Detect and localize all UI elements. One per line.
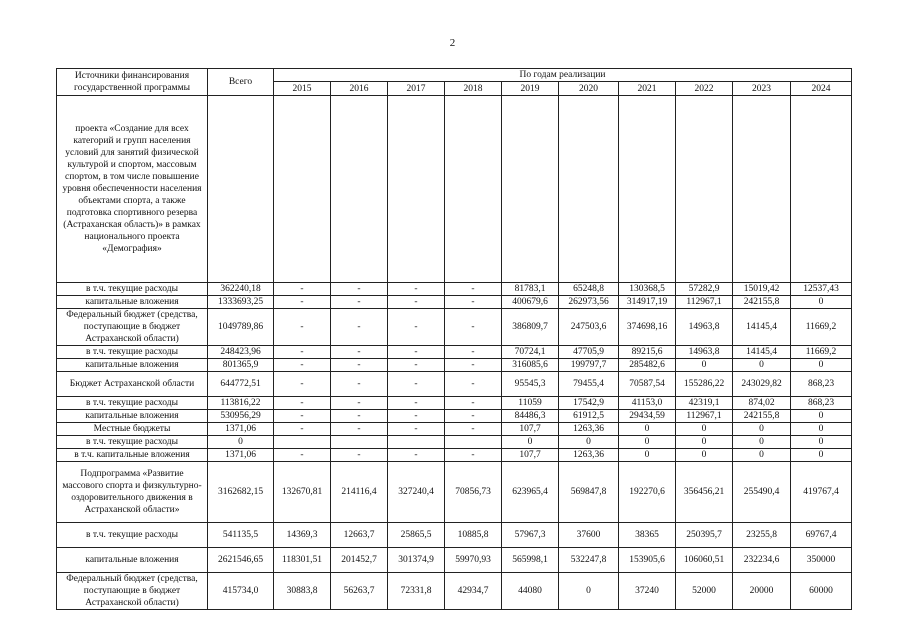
row-label: в т.ч. текущие расходы [57, 436, 208, 449]
row-year-value: - [274, 397, 331, 410]
row-year-value: 0 [733, 359, 791, 372]
row-year-value: 17542,9 [559, 397, 619, 410]
row-year-value: 0 [733, 449, 791, 462]
row-year-value [445, 96, 502, 283]
row-year-value: 0 [619, 449, 676, 462]
row-total [208, 96, 274, 283]
row-year-value: 192270,6 [619, 462, 676, 523]
row-year-value: 44080 [502, 573, 559, 610]
row-label: капитальные вложения [57, 548, 208, 573]
financing-table [56, 68, 852, 610]
row-year-value: 59970,93 [445, 548, 502, 573]
row-label: в т.ч. текущие расходы [57, 397, 208, 410]
row-year-value: 0 [676, 359, 733, 372]
row-year-value: 214116,4 [331, 462, 388, 523]
row-year-value: 0 [676, 436, 733, 449]
row-year-value: 868,23 [791, 397, 852, 410]
row-total: 0 [208, 436, 274, 449]
row-year-value: 400679,6 [502, 296, 559, 309]
header-year: 2018 [445, 82, 502, 96]
row-year-value [502, 96, 559, 283]
row-year-value: 0 [676, 423, 733, 436]
page-number: 2 [449, 37, 456, 49]
row-year-value: - [388, 296, 445, 309]
row-year-value: - [445, 296, 502, 309]
row-year-value: 38365 [619, 523, 676, 548]
row-year-value: 95545,3 [502, 372, 559, 397]
row-year-value: 12663,7 [331, 523, 388, 548]
row-year-value: 84486,3 [502, 410, 559, 423]
table-row [57, 309, 852, 346]
row-year-value: - [445, 397, 502, 410]
row-label: Федеральный бюджет (средства, поступающие в бюджет Астраханской области) [57, 573, 208, 610]
table-row [57, 548, 852, 573]
row-year-value: 42934,7 [445, 573, 502, 610]
row-year-value: - [445, 449, 502, 462]
row-year-value: 37600 [559, 523, 619, 548]
header-source: Источники финансирования государственной программы [57, 69, 208, 96]
row-year-value: 0 [733, 436, 791, 449]
row-year-value: - [274, 372, 331, 397]
row-year-value [619, 96, 676, 283]
row-year-value [445, 436, 502, 449]
row-year-value: 0 [619, 423, 676, 436]
row-year-value: 11669,2 [791, 346, 852, 359]
row-year-value: 868,23 [791, 372, 852, 397]
row-total: 1333693,25 [208, 296, 274, 309]
row-year-value: 57282,9 [676, 283, 733, 296]
row-year-value: 60000 [791, 573, 852, 610]
row-year-value: - [445, 346, 502, 359]
row-year-value: - [445, 372, 502, 397]
row-year-value: 0 [733, 423, 791, 436]
row-year-value: 107,7 [502, 449, 559, 462]
row-total: 415734,0 [208, 573, 274, 610]
row-year-value: 47705,9 [559, 346, 619, 359]
row-label: капитальные вложения [57, 359, 208, 372]
header-year: 2017 [388, 82, 445, 96]
row-year-value: 250395,7 [676, 523, 733, 548]
header-total: Всего [208, 69, 274, 96]
row-year-value [274, 436, 331, 449]
header-year: 2022 [676, 82, 733, 96]
row-year-value: - [388, 423, 445, 436]
row-year-value: 23255,8 [733, 523, 791, 548]
row-label: капитальные вложения [57, 296, 208, 309]
table-row [57, 346, 852, 359]
row-label: капитальные вложения [57, 410, 208, 423]
row-year-value: 243029,82 [733, 372, 791, 397]
row-year-value: 37240 [619, 573, 676, 610]
row-year-value: 107,7 [502, 423, 559, 436]
row-year-value: 56263,7 [331, 573, 388, 610]
row-year-value: - [274, 359, 331, 372]
row-year-value: - [274, 423, 331, 436]
row-year-value: 14369,3 [274, 523, 331, 548]
row-year-value: 52000 [676, 573, 733, 610]
row-year-value: 57967,3 [502, 523, 559, 548]
table-row [57, 436, 852, 449]
row-label: Местные бюджеты [57, 423, 208, 436]
row-year-value: 14145,4 [733, 346, 791, 359]
row-year-value: - [388, 346, 445, 359]
header-year: 2021 [619, 82, 676, 96]
table-row [57, 423, 852, 436]
row-total: 530956,29 [208, 410, 274, 423]
row-year-value: 25865,5 [388, 523, 445, 548]
row-year-value: 106060,51 [676, 548, 733, 573]
row-year-value: 569847,8 [559, 462, 619, 523]
row-year-value: 201452,7 [331, 548, 388, 573]
row-year-value [274, 96, 331, 283]
row-total: 3162682,15 [208, 462, 274, 523]
row-year-value: 356456,21 [676, 462, 733, 523]
table-row [57, 397, 852, 410]
table-row [57, 372, 852, 397]
row-year-value: - [274, 309, 331, 346]
row-year-value [388, 96, 445, 283]
header-year: 2024 [791, 82, 852, 96]
row-year-value [331, 436, 388, 449]
row-year-value: 1263,36 [559, 423, 619, 436]
row-year-value: 65248,8 [559, 283, 619, 296]
row-year-value: 285482,6 [619, 359, 676, 372]
row-year-value: 0 [791, 296, 852, 309]
row-year-value [559, 96, 619, 283]
row-year-value: 155286,22 [676, 372, 733, 397]
row-total: 541135,5 [208, 523, 274, 548]
row-year-value: 153905,6 [619, 548, 676, 573]
table-row [57, 96, 852, 283]
row-year-value: 623965,4 [502, 462, 559, 523]
row-year-value: - [445, 423, 502, 436]
row-label: Бюджет Астраханской области [57, 372, 208, 397]
header-years-group: По годам реализации [274, 69, 852, 82]
row-year-value [733, 96, 791, 283]
row-year-value: 118301,51 [274, 548, 331, 573]
row-year-value: 0 [791, 436, 852, 449]
row-year-value: 0 [559, 436, 619, 449]
row-total: 1371,06 [208, 423, 274, 436]
table-body [57, 96, 852, 610]
row-year-value: 0 [791, 423, 852, 436]
row-year-value: - [388, 372, 445, 397]
row-year-value [388, 436, 445, 449]
row-year-value: - [331, 283, 388, 296]
table-row [57, 359, 852, 372]
row-year-value: 14145,4 [733, 309, 791, 346]
row-year-value: 350000 [791, 548, 852, 573]
row-year-value [676, 96, 733, 283]
row-year-value: - [445, 309, 502, 346]
header-year: 2019 [502, 82, 559, 96]
row-year-value: 0 [559, 573, 619, 610]
row-year-value: - [274, 449, 331, 462]
row-total: 801365,9 [208, 359, 274, 372]
row-total: 1049789,86 [208, 309, 274, 346]
row-year-value: 12537,43 [791, 283, 852, 296]
table-row [57, 573, 852, 610]
row-year-value: 30883,8 [274, 573, 331, 610]
header-year: 2020 [559, 82, 619, 96]
row-year-value: 11059 [502, 397, 559, 410]
row-year-value: 89215,6 [619, 346, 676, 359]
row-year-value: 327240,4 [388, 462, 445, 523]
row-year-value: 301374,9 [388, 548, 445, 573]
row-year-value: 0 [619, 436, 676, 449]
row-year-value [331, 96, 388, 283]
row-year-value: - [445, 359, 502, 372]
row-year-value: 70856,73 [445, 462, 502, 523]
table-row [57, 449, 852, 462]
row-year-value: 42319,1 [676, 397, 733, 410]
row-year-value: 0 [791, 359, 852, 372]
row-year-value: - [331, 449, 388, 462]
table-row [57, 410, 852, 423]
row-year-value: 0 [791, 410, 852, 423]
row-year-value: 0 [791, 449, 852, 462]
row-year-value: 14963,8 [676, 309, 733, 346]
header-year: 2016 [331, 82, 388, 96]
row-total: 1371,06 [208, 449, 274, 462]
row-year-value: - [388, 410, 445, 423]
row-year-value: - [274, 283, 331, 296]
row-year-value: 70724,1 [502, 346, 559, 359]
row-year-value: 72331,8 [388, 573, 445, 610]
row-year-value: 112967,1 [676, 296, 733, 309]
row-year-value: - [274, 410, 331, 423]
row-year-value: 61912,5 [559, 410, 619, 423]
row-year-value: 11669,2 [791, 309, 852, 346]
header-year: 2015 [274, 82, 331, 96]
row-year-value: - [331, 423, 388, 436]
row-year-value: - [388, 449, 445, 462]
row-year-value: - [331, 309, 388, 346]
row-year-value: 70587,54 [619, 372, 676, 397]
row-year-value: 255490,4 [733, 462, 791, 523]
row-total: 644772,51 [208, 372, 274, 397]
row-year-value: - [331, 296, 388, 309]
row-year-value: 242155,8 [733, 296, 791, 309]
row-year-value: 532247,8 [559, 548, 619, 573]
row-year-value: 247503,6 [559, 309, 619, 346]
header-row-1 [57, 69, 852, 82]
row-label: в т.ч. текущие расходы [57, 346, 208, 359]
row-year-value: 81783,1 [502, 283, 559, 296]
row-year-value: - [331, 410, 388, 423]
row-year-value: - [445, 410, 502, 423]
row-total: 2621546,65 [208, 548, 274, 573]
row-year-value: 1263,36 [559, 449, 619, 462]
row-year-value: 14963,8 [676, 346, 733, 359]
row-year-value: - [388, 397, 445, 410]
row-total: 362240,18 [208, 283, 274, 296]
row-year-value: 262973,56 [559, 296, 619, 309]
row-year-value: 112967,1 [676, 410, 733, 423]
row-year-value [791, 96, 852, 283]
row-year-value: 199797,7 [559, 359, 619, 372]
row-year-value: - [445, 283, 502, 296]
row-year-value: - [331, 359, 388, 372]
table-row [57, 523, 852, 548]
table-row [57, 283, 852, 296]
row-total: 248423,96 [208, 346, 274, 359]
row-year-value: - [331, 372, 388, 397]
row-year-value: 132670,81 [274, 462, 331, 523]
row-year-value: 874,02 [733, 397, 791, 410]
row-year-value: 565998,1 [502, 548, 559, 573]
row-year-value: - [388, 359, 445, 372]
row-year-value: 419767,4 [791, 462, 852, 523]
row-year-value: 374698,16 [619, 309, 676, 346]
header-year: 2023 [733, 82, 791, 96]
row-year-value: 130368,5 [619, 283, 676, 296]
row-label: в т.ч. текущие расходы [57, 283, 208, 296]
row-year-value: 29434,59 [619, 410, 676, 423]
row-year-value: 232234,6 [733, 548, 791, 573]
row-label: проекта «Создание для всех категорий и групп населения условий для занятий физической культурой и спортом, массовым спортом, в том числе повышение уровня обеспеченности населения объектами спорта, а также подготовка спортивного резерва (Астраханская область)» в рамках национального проекта «Демография» [57, 96, 208, 283]
row-year-value: 316085,6 [502, 359, 559, 372]
row-year-value: - [388, 283, 445, 296]
row-year-value: - [274, 346, 331, 359]
row-year-value: - [274, 296, 331, 309]
row-year-value: - [331, 346, 388, 359]
table-row [57, 296, 852, 309]
row-year-value: 0 [676, 449, 733, 462]
row-year-value: - [331, 397, 388, 410]
row-year-value: 10885,8 [445, 523, 502, 548]
row-year-value: 15019,42 [733, 283, 791, 296]
row-year-value: 314917,19 [619, 296, 676, 309]
row-label: в т.ч. текущие расходы [57, 523, 208, 548]
row-year-value: 386809,7 [502, 309, 559, 346]
row-year-value: 242155,8 [733, 410, 791, 423]
row-year-value: 79455,4 [559, 372, 619, 397]
row-year-value: 20000 [733, 573, 791, 610]
row-label: Федеральный бюджет (средства, поступающие в бюджет Астраханской области) [57, 309, 208, 346]
row-total: 113816,22 [208, 397, 274, 410]
row-year-value: 0 [502, 436, 559, 449]
row-label: Подпрограмма «Развитие массового спорта и физкультурно-оздоровительного движения в Астраханской области» [57, 462, 208, 523]
table-row [57, 462, 852, 523]
row-year-value: 41153,0 [619, 397, 676, 410]
row-label: в т.ч. капитальные вложения [57, 449, 208, 462]
row-year-value: - [388, 309, 445, 346]
row-year-value: 69767,4 [791, 523, 852, 548]
